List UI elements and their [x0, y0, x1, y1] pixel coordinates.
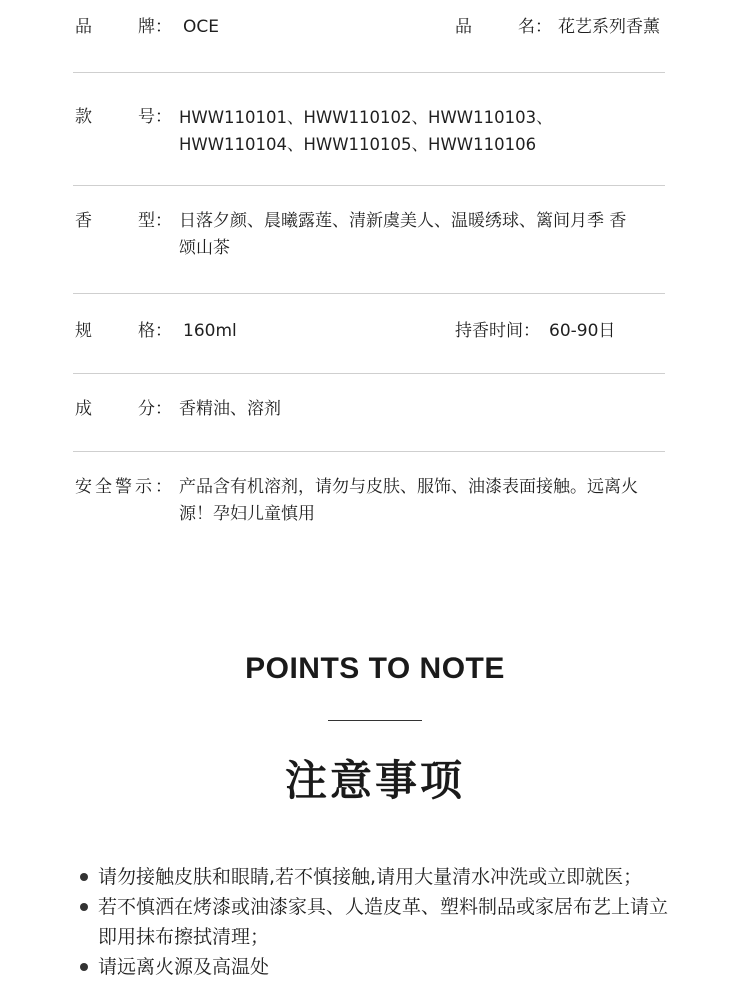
bullet-icon: [80, 903, 88, 911]
divider: [73, 293, 665, 294]
list-item: 若不慎洒在烤漆或油漆家具、人造皮革、塑料制品或家居布艺上请立即用抹布擦拭清理；: [78, 892, 678, 952]
size-value: 160ml: [183, 321, 237, 341]
safety-label: 安全警示：: [75, 477, 175, 497]
brand-value: OCE: [183, 17, 219, 37]
divider: [73, 185, 665, 186]
notes-list: [78, 862, 678, 982]
divider: [73, 72, 665, 73]
divider: [73, 373, 665, 374]
duration-label: 持香时间：: [455, 321, 540, 341]
list-item: 请勿接触皮肤和眼睛,若不慎接触,请用大量清水冲洗或立即就医；: [78, 862, 678, 892]
duration-value: 60-90日: [549, 321, 616, 341]
title-divider: [328, 720, 422, 721]
safety-value: 产品含有机溶剂，请勿与皮肤、服饰、油漆表面接触。远离火源！孕妇儿童慎用: [179, 477, 638, 524]
bullet-icon: [80, 963, 88, 971]
points-title-en: POINTS TO NOTE: [245, 652, 505, 685]
list-item: 请远离火源及高温处: [78, 952, 678, 982]
model-value: HWW110101、HWW110102、HWW110103、HWW110104、HWW110105、HWW110106: [179, 108, 553, 154]
points-title-cn: 注意事项: [284, 756, 465, 805]
bullet-icon: [80, 873, 88, 881]
divider: [73, 451, 665, 452]
scent-value: 日落夕颜、晨曦露莲、清新虞美人、温暖绣球、篱间月季 香颂山茶: [179, 211, 627, 258]
product-name-value: 花艺系列香薰: [558, 17, 660, 37]
ingredients-value: 香精油、溶剂: [179, 399, 281, 419]
